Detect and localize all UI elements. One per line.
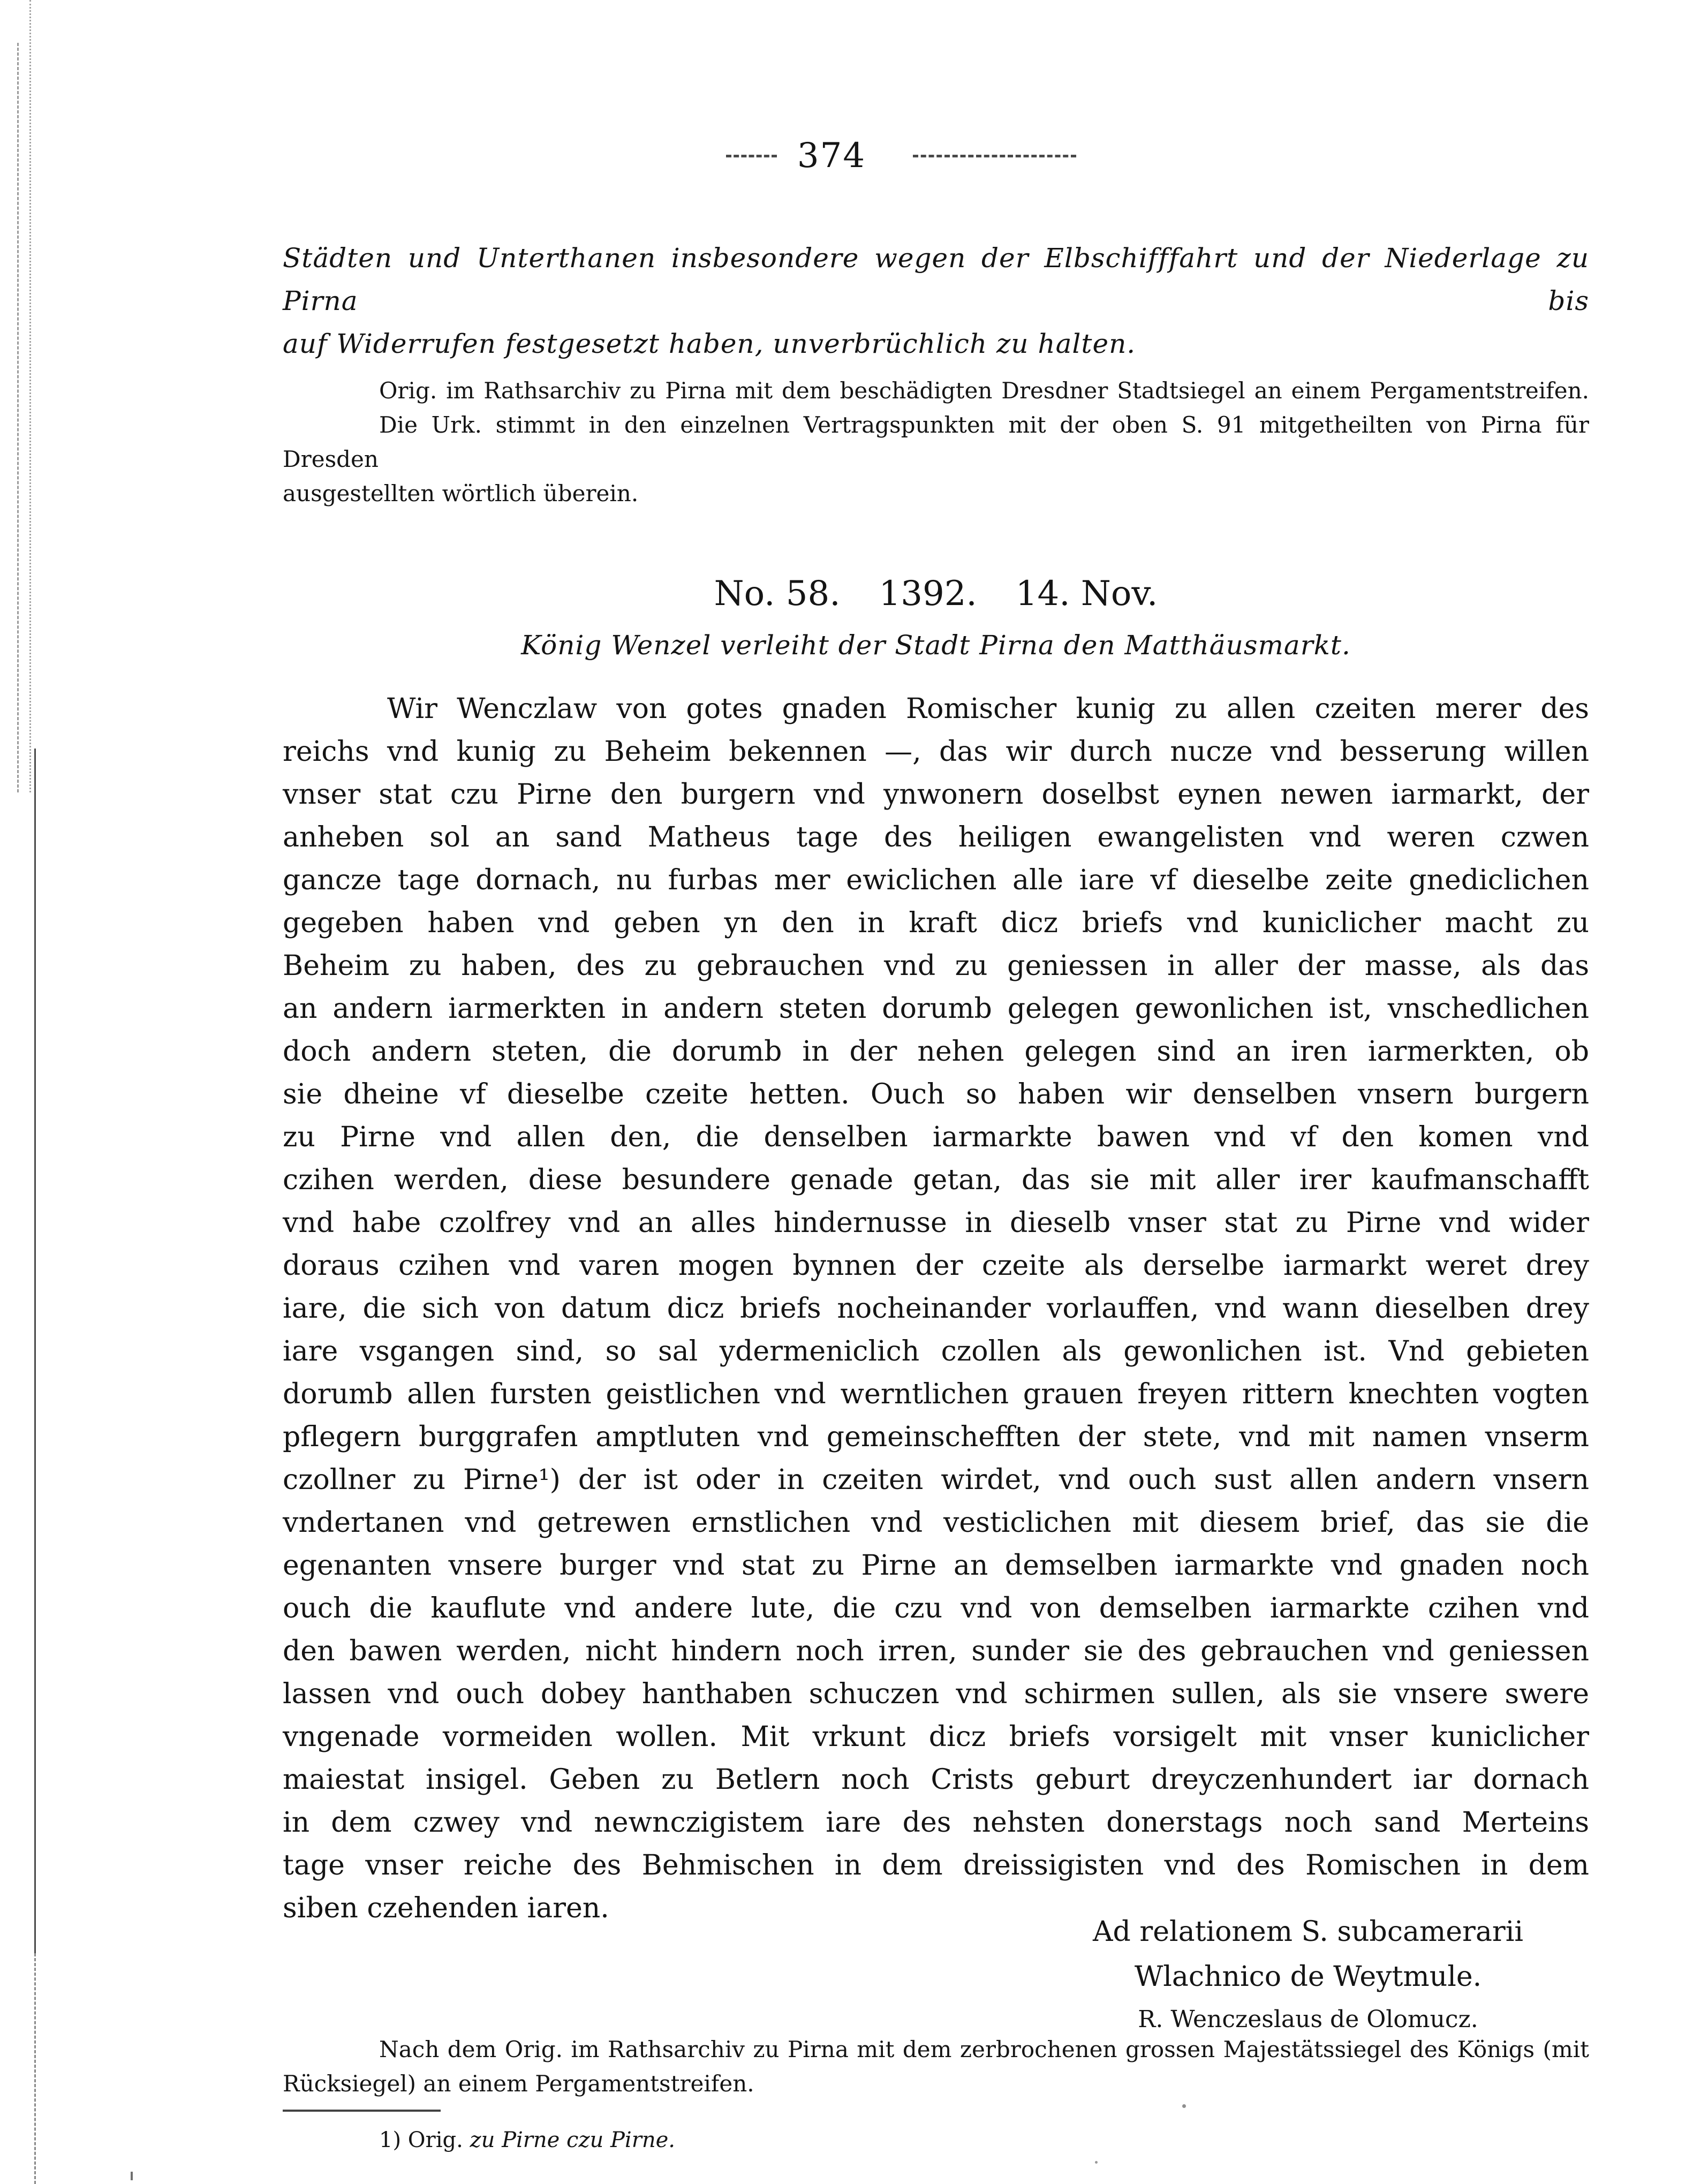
provenance-paragraph [283, 374, 1589, 408]
charter-body-line: an andern iarmerkten in andern steten dorumb gelegen gewonlichen ist, vnschedlichen [283, 993, 1589, 1025]
footnote-rule [283, 2110, 441, 2112]
footnote-italic-text: zu Pirne czu Pirne. [470, 2128, 675, 2152]
provenance-text-line: ausgestellten wörtlich überein. [283, 480, 639, 507]
footnote-prefix: Orig. [407, 2128, 463, 2152]
charter-body-line: doch andern steten, die dorumb in der nehen gelegen sind an iren iarmerkten, ob [283, 1036, 1589, 1068]
charter-body-line: zu Pirne vnd allen den, die denselben iarmarkte bawen vnd vf den komen vnd [283, 1121, 1589, 1153]
signature-registrator: R. Wenczeslaus de Olomucz. [1138, 2006, 1478, 2033]
source-note [283, 2032, 1589, 2101]
charter-body-line: sie dheine vf dieselbe czeite hetten. Ouch so haben wir denselben vnsern burgern [283, 1078, 1589, 1110]
charter-body-line: reichs vnd kunig zu Beheim bekennen —, das wir durch nucze vnd besserung willen [283, 736, 1589, 768]
footnote-marker: 1) [379, 2128, 402, 2152]
previous-charter-continuation [283, 237, 1589, 365]
charter-body-line: pflegern burggrafen amptluten vnd gemeinschefften der stete, vnd mit namen vnserm [283, 1421, 1589, 1453]
charter-regest: König Wenzel verleiht der Stadt Pirna den Matthäusmarkt. [521, 630, 1351, 661]
provenance-paragraph [283, 408, 1589, 511]
page-content [283, 0, 1589, 2155]
charter-body-line: tage vnser reiche des Behmischen in dem dreissigisten vnd des Romischen in dem [283, 1849, 1589, 1881]
header-rule-left [726, 155, 777, 157]
source-note-line: Nach dem Orig. im Rathsarchiv zu Pirna mit dem zerbrochenen grossen Majestätssiegel des Königs (mit [379, 2036, 1589, 2062]
charter-year: 1392. [879, 574, 977, 614]
charter-body-line: maiestat insigel. Geben zu Betlern noch Crists geburt dreyczenhundert iar dornach [283, 1764, 1589, 1796]
charter-date: 14. Nov. [1015, 574, 1158, 614]
intro-text-line: Städten und Unterthanen insbesondere wegen der Elbschifffahrt und der Niederlage zu Pirna bis [283, 243, 1589, 316]
charter-body-line: Beheim zu haben, des zu gebrauchen vnd zu geniessen in aller der masse, als das [283, 950, 1589, 982]
charter-body-line: vndertanen vnd getrewen ernstlichen vnd vesticlichen mit diesem brief, das sie die [283, 1507, 1589, 1539]
charter-body-line: vnd habe czolfrey vnd an alles hindernusse in dieselb vnser stat zu Pirne vnd wider [283, 1207, 1589, 1239]
charter-body-line: egenanten vnsere burger vnd stat zu Pirne an demselben iarmarkte vnd gnaden noch [283, 1550, 1589, 1582]
scan-artifact [1095, 2161, 1098, 2164]
charter-body-line: Wir Wenczlaw von gotes gnaden Romischer kunig zu allen czeiten merer des [387, 693, 1589, 725]
footnote [379, 2126, 1589, 2155]
signature-name: Wlachnico de Weytmule. [1134, 1961, 1482, 1993]
provenance-note [283, 374, 1589, 511]
scan-artifact [34, 1953, 36, 2184]
provenance-text-line: Die Urk. stimmt in den einzelnen Vertragspunkten mit der oben S. 91 mitgetheilten von Pirna für Dresden [283, 412, 1589, 472]
charter-number: No. 58. [714, 574, 841, 614]
scan-artifact [34, 749, 36, 1953]
charter-body-line: iare, die sich von datum dicz briefs nocheinander vorlauffen, vnd wann dieselben drey [283, 1293, 1589, 1325]
charter-body-line: anheben sol an sand Matheus tage des heiligen ewangelisten vnd weren czwen [283, 821, 1589, 853]
charter-body-line: in dem czwey vnd newnczigistem iare des nehsten donerstags noch sand Merteins [283, 1807, 1589, 1839]
charter-body-line: gancze tage dornach, nu furbas mer ewiclichen alle iare vf dieselbe zeite gnediclichen [283, 864, 1589, 896]
source-note-line: Rücksiegel) an einem Pergamentstreifen. [283, 2070, 754, 2097]
charter-body-line: vnser stat czu Pirne den burgern vnd ynwonern doselbst eynen newen iarmarkt, der [283, 779, 1589, 811]
charter-body-line: iare vsgangen sind, so sal ydermeniclich czollen als gewonlichen ist. Vnd gebieten [283, 1335, 1589, 1367]
charter-heading [283, 571, 1589, 617]
page-number: 374 [797, 136, 866, 176]
provenance-text-line: Orig. im Rathsarchiv zu Pirna mit dem beschädigten Dresdner Stadtsiegel an einem Pergamentstreifen. [379, 377, 1589, 404]
charter-body-line: dorumb allen fursten geistlichen vnd werntlichen grauen freyen rittern knechten vogten [283, 1378, 1589, 1410]
header-rule-right [913, 155, 1076, 157]
charter-body [283, 687, 1589, 1930]
scan-artifact [131, 2172, 133, 2180]
running-head [248, 135, 1554, 177]
charter-body-line: czollner zu Pirne¹) der ist oder in czeiten wirdet, vnd ouch sust allen andern vnsern [283, 1464, 1589, 1496]
signature-block [1040, 1909, 1576, 2040]
intro-text-line: auf Widerrufen festgesetzt haben, unverbrüchlich zu halten. [283, 328, 1136, 359]
charter-body-line: czihen werden, diese besundere genade getan, das sie mit aller irer kaufmanschafft [283, 1164, 1589, 1196]
scan-artifact [29, 0, 31, 792]
charter-body-line: lassen vnd ouch dobey hanthaben schuczen vnd schirmen sullen, als sie vnsere swere [283, 1678, 1589, 1710]
charter-body-line: gegeben haben vnd geben yn den in kraft dicz briefs vnd kuniclicher macht zu [283, 907, 1589, 939]
charter-body-line: den bawen werden, nicht hindern noch irren, sunder sie des gebrauchen vnd geniessen [283, 1635, 1589, 1667]
signature-relatio: Ad relationem S. subcamerarii [1092, 1916, 1524, 1948]
scan-artifact [17, 43, 19, 792]
charter-body-line: vngenade vormeiden wollen. Mit vrkunt dicz briefs vorsigelt mit vnser kuniclicher [283, 1721, 1589, 1753]
charter-body-line: siben czehenden iaren. [283, 1892, 609, 1924]
charter-body-line: ouch die kauflute vnd andere lute, die czu vnd von demselben iarmarkte czihen vnd [283, 1592, 1589, 1624]
charter-body-line: doraus czihen vnd varen mogen bynnen der czeite als derselbe iarmarkt weret drey [283, 1250, 1589, 1282]
